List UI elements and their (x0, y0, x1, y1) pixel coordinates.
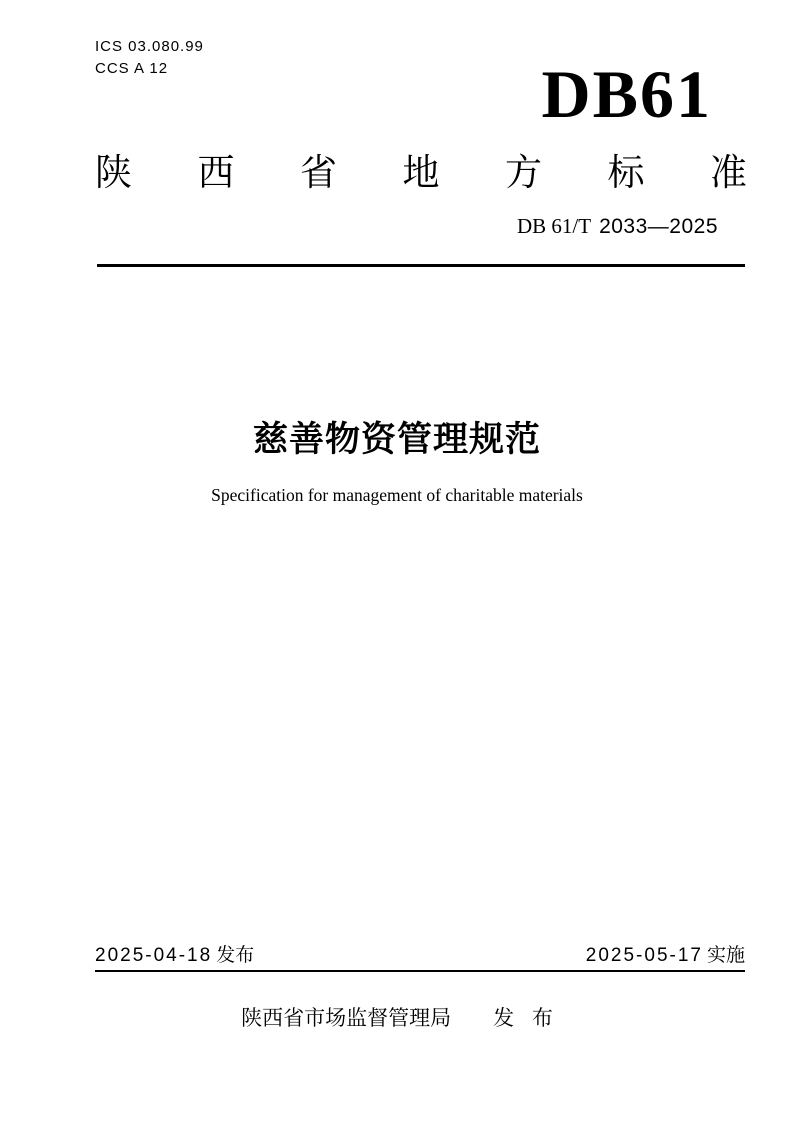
implement-date-label: 实施 (706, 945, 745, 966)
publisher-row (72, 1006, 722, 1032)
issue-date (95, 944, 254, 968)
document-title: 慈善物资管理规范 (252, 420, 541, 459)
ics-code: ICS 03.080.99 (95, 38, 204, 55)
standard-code-number: 2033—2025 (599, 215, 718, 238)
document-title-english: Specification for management of charitable materials (211, 485, 583, 505)
dates-row (95, 944, 745, 968)
publisher-name: 陕西省市场监督管理局 (241, 1007, 452, 1030)
implement-date-value: 2025-05-17 (585, 945, 703, 966)
standard-type-heading: 陕西省地方标准 (95, 152, 747, 193)
standard-code (517, 214, 718, 239)
footer-rule (95, 970, 745, 972)
publish-action-label: 发 布 (493, 1007, 553, 1030)
issue-date-label: 发布 (216, 945, 255, 966)
ccs-code: CCS A 12 (95, 60, 169, 77)
implement-date (586, 944, 745, 968)
header-rule (97, 264, 745, 267)
issue-date-value: 2025-04-18 (95, 945, 213, 966)
standard-code-prefix: DB 61/T (516, 214, 592, 238)
db61-logo: DB61 (541, 56, 712, 132)
